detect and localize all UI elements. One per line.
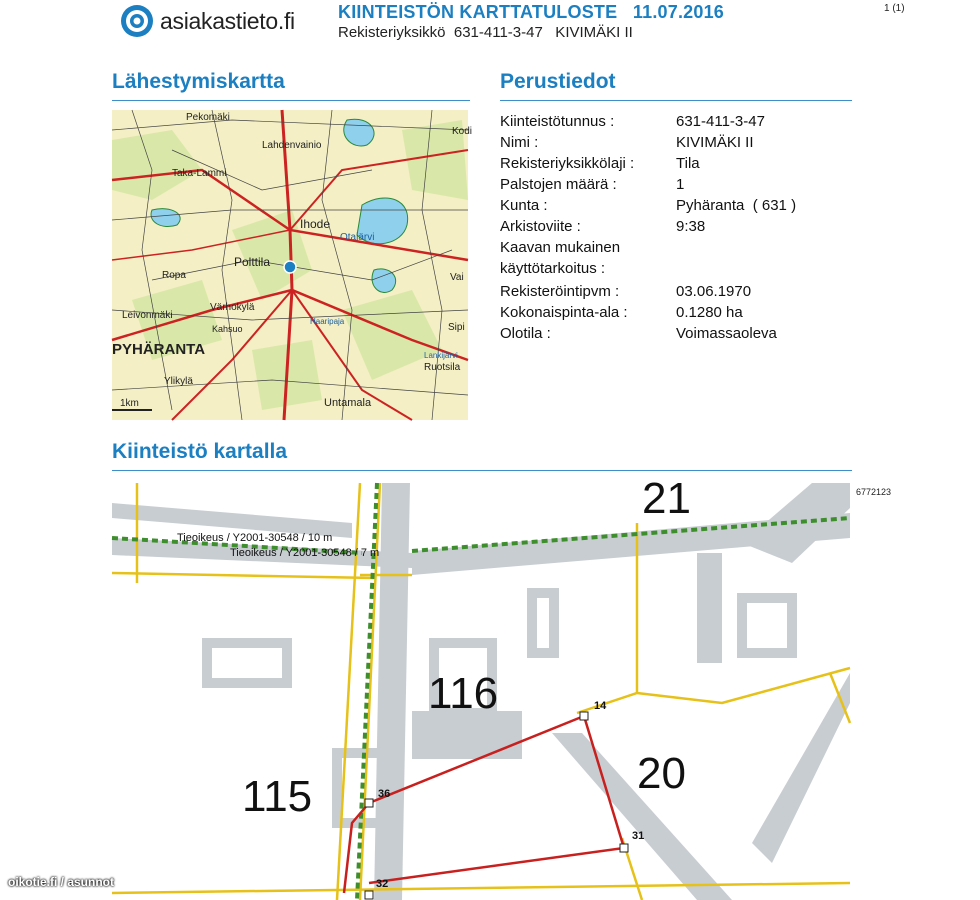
point-label: 14 <box>594 700 607 712</box>
point-label: 36 <box>378 788 391 800</box>
approach-map <box>112 110 473 420</box>
info-label: Arkistoviite : <box>500 218 581 235</box>
page-number: 1 (1) <box>884 3 905 14</box>
place-label: PYHÄRANTA <box>112 341 206 358</box>
parcel-label: 20 <box>637 749 686 798</box>
boundary-point-marker <box>365 891 373 899</box>
place-label: Ruotsila <box>424 362 461 373</box>
boundary-point-marker <box>580 712 588 720</box>
info-value: 1 <box>676 176 685 193</box>
map-coordinate: 6772123 <box>856 487 892 497</box>
approach-map-rule <box>112 100 470 101</box>
document-title: KIINTEISTÖN KARTTATULOSTE 11.07.2016 <box>338 2 725 22</box>
info-label: Kunta : <box>500 197 548 214</box>
place-label: Pekomäki <box>186 112 230 123</box>
place-label: Haaripaja <box>310 317 345 326</box>
logo-mark-icon <box>120 4 154 38</box>
asiakastieto-logo <box>120 4 295 38</box>
property-map <box>112 474 850 900</box>
place-label: Lankijärvi <box>424 351 458 360</box>
easement-label: Tieoikeus / Y2001-30548 / 7 m <box>230 547 380 559</box>
info-label: Kaavan mukainen <box>500 239 621 256</box>
basic-info-heading: Perustiedot <box>500 70 616 93</box>
parcel-label: 116 <box>428 669 499 718</box>
info-label: Nimi : <box>500 134 539 151</box>
place-label: Ropa <box>162 270 186 281</box>
info-value: Pyhäranta ( 631 ) <box>676 197 797 214</box>
info-label: käyttötarkoitus : <box>500 260 606 277</box>
info-value: Tila <box>676 155 700 172</box>
point-label: 31 <box>632 830 645 842</box>
place-label: Polttila <box>234 255 271 269</box>
map-building-fill <box>412 711 522 759</box>
property-map-rule <box>112 470 852 471</box>
info-label: Palstojen määrä : <box>500 176 617 193</box>
place-label: Leivonmäki <box>122 310 173 321</box>
location-marker <box>284 261 296 273</box>
info-value: 0.1280 ha <box>676 304 743 321</box>
document-subtitle: Rekisteriyksikkö 631-411-3-47 KIVIMÄKI II <box>338 24 633 41</box>
info-value: 631-411-3-47 <box>676 113 765 130</box>
place-label: Lahdenvainio <box>262 140 322 151</box>
scale-label: 1km <box>120 398 139 409</box>
parcel-label: 115 <box>242 772 313 821</box>
info-value: 03.06.1970 <box>676 283 752 300</box>
parcel-label: 21 <box>642 474 691 523</box>
place-label: Ihode <box>300 217 331 231</box>
info-value: 9:38 <box>676 218 706 235</box>
info-label: Olotila : <box>500 325 551 342</box>
info-label: Rekisteröintipvm : <box>500 283 620 300</box>
place-label: Otajärvi <box>340 232 375 243</box>
basic-info-rule <box>500 100 852 101</box>
place-label: Vai <box>450 272 464 283</box>
place-label: Kodi <box>452 126 473 137</box>
info-label: Rekisteriyksikkölaji : <box>500 155 635 172</box>
logo-text: asiakastieto.fi <box>160 7 295 34</box>
easement-label: Tieoikeus / Y2001-30548 / 10 m <box>177 532 333 544</box>
info-value: Voimassaoleva <box>676 325 777 342</box>
info-label: Kiinteistötunnus : <box>500 113 615 130</box>
watermark: oikotie.fi / asunnot <box>8 875 115 889</box>
place-label: Taka-Lammi <box>172 168 227 179</box>
place-label: Untamala <box>324 397 372 409</box>
place-label: Kahsuo <box>212 324 243 334</box>
info-label: Kokonaispinta-ala : <box>500 304 628 321</box>
boundary-point-marker <box>620 844 628 852</box>
place-label: Sipi <box>448 322 465 333</box>
place-label: Värhokylä <box>210 302 255 313</box>
property-map-heading: Kiinteistö kartalla <box>112 440 288 463</box>
place-label: Ylikylä <box>164 376 193 387</box>
approach-map-heading: Lähestymiskartta <box>112 70 285 93</box>
boundary-point-marker <box>365 799 373 807</box>
info-value: KIVIMÄKI II <box>676 134 754 151</box>
point-label: 32 <box>376 878 389 890</box>
